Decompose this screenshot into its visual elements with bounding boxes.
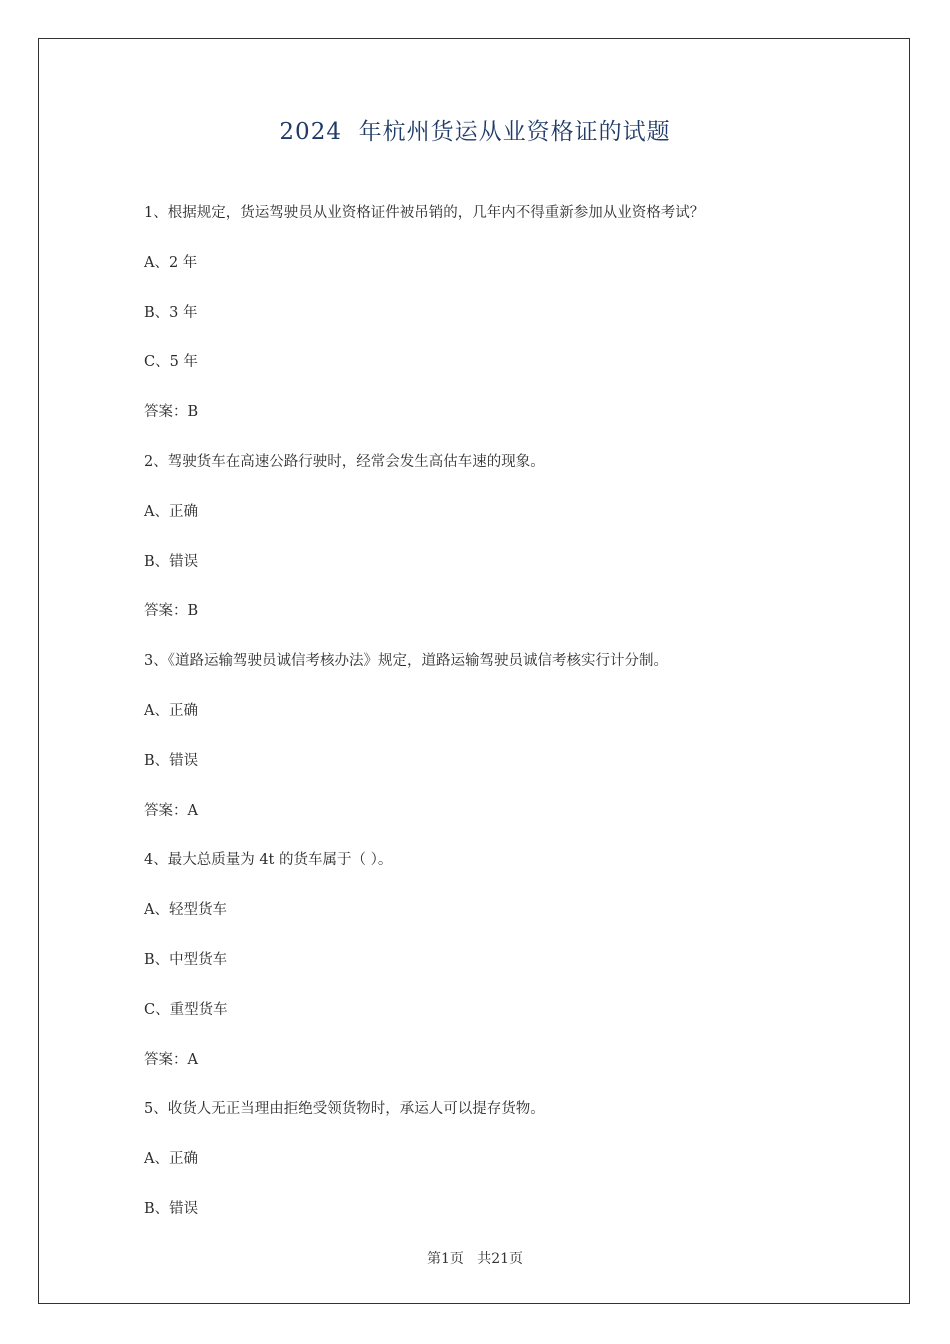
document-title: 2024 年杭州货运从业资格证的试题 [279,119,671,145]
question-3-option-a: A、正确 [144,702,198,719]
question-4: 4、最大总质量为 4t 的货车属于（ ）。 [144,852,393,869]
question-2-option-a: A、正确 [144,503,198,520]
question-2-answer: 答案：B [144,603,199,620]
question-3: 3、《道路运输驾驶员诚信考核办法》规定，道路运输驾驶员诚信考核实行计分制。 [144,653,668,670]
page-number-footer: 第1页 共21页 [426,1251,524,1267]
question-2: 2、驾驶货车在高速公路行驶时，经常会发生高估车速的现象。 [144,453,545,470]
question-5-option-a: A、正确 [144,1151,198,1168]
question-3-answer: 答案：A [144,802,198,819]
question-4-option-a: A、轻型货车 [144,902,227,919]
question-list [144,202,844,1248]
question-4-answer: 答案：A [144,1051,198,1068]
question-5: 5、收货人无正当理由拒绝受领货物时，承运人可以提存货物。 [144,1101,545,1118]
question-5-option-b: B、错误 [144,1200,199,1217]
question-1: 1、根据规定，货运驾驶员从业资格证件被吊销的，几年内不得重新参加从业资格考试？ [144,205,705,221]
question-1-answer: 答案：B [144,404,199,421]
question-1-option-c: C、5 年 [144,354,198,371]
question-4-option-c: C、重型货车 [144,1001,228,1018]
question-4-option-b: B、中型货车 [144,951,228,968]
question-1-option-b: B、3 年 [144,304,198,321]
question-1-option-a: A、2 年 [144,254,198,271]
question-3-option-b: B、错误 [144,752,199,769]
question-2-option-b: B、错误 [144,553,199,570]
